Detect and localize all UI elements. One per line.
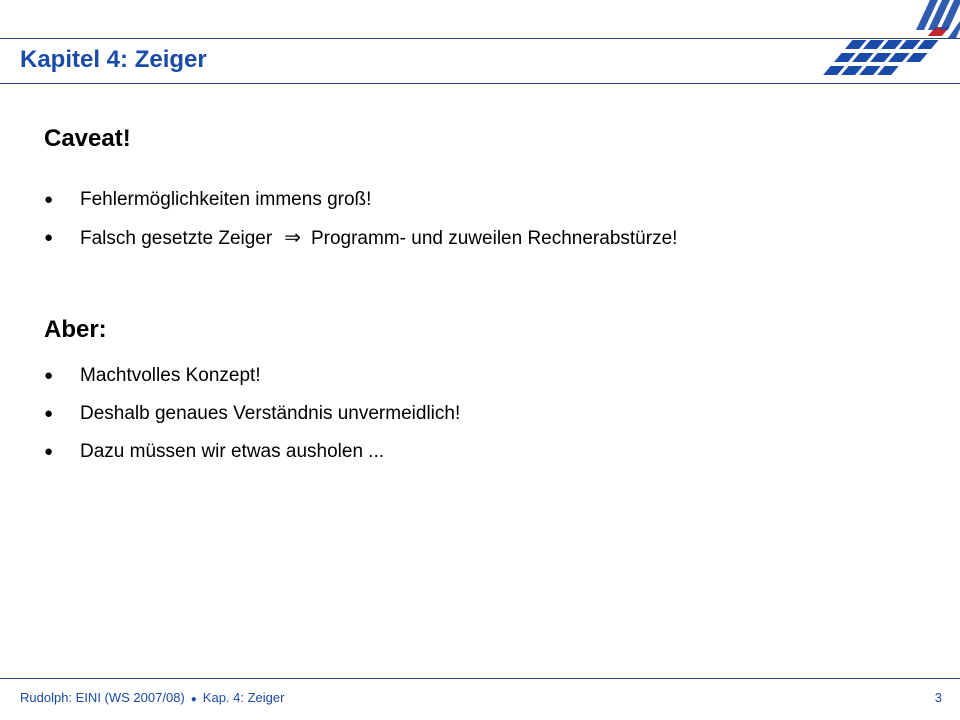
bullet-icon: ● bbox=[44, 229, 54, 246]
section-heading-caveat: Caveat! bbox=[44, 125, 131, 152]
footer-separator-icon: ● bbox=[190, 694, 197, 705]
university-logo-icon bbox=[820, 0, 960, 86]
bullet-text-before: Falsch gesetzte Zeiger bbox=[80, 228, 273, 249]
bullet-icon: ● bbox=[44, 367, 54, 384]
bullet-icon: ● bbox=[44, 443, 54, 460]
bullet-text: Deshalb genaues Verständnis unvermeidlich! bbox=[80, 403, 461, 424]
footer-info bbox=[20, 690, 284, 705]
footer-rule bbox=[0, 678, 960, 679]
bullet-text: Fehlermöglichkeiten immens groß! bbox=[80, 189, 372, 210]
bullet-text: Machtvolles Konzept! bbox=[80, 365, 261, 386]
bullet-text bbox=[80, 226, 677, 251]
bullet-icon: ● bbox=[44, 191, 54, 208]
bullet-text-after: Programm- und zuweilen Rechnerabstürze! bbox=[310, 228, 678, 249]
bullet-text: Dazu müssen wir etwas ausholen ... bbox=[80, 441, 385, 462]
footer-chapter: Kap. 4: Zeiger bbox=[202, 690, 285, 705]
implies-arrow-icon: ⇒ bbox=[284, 227, 301, 249]
page-number: 3 bbox=[934, 690, 942, 705]
bullet-icon: ● bbox=[44, 405, 54, 422]
footer-author-course: Rudolph: EINI (WS 2007/08) bbox=[20, 690, 185, 705]
section-heading-aber: Aber: bbox=[44, 316, 107, 343]
slide-title: Kapitel 4: Zeiger bbox=[20, 46, 207, 73]
header-rule-bottom bbox=[0, 83, 960, 84]
header-rule-top bbox=[0, 38, 960, 39]
